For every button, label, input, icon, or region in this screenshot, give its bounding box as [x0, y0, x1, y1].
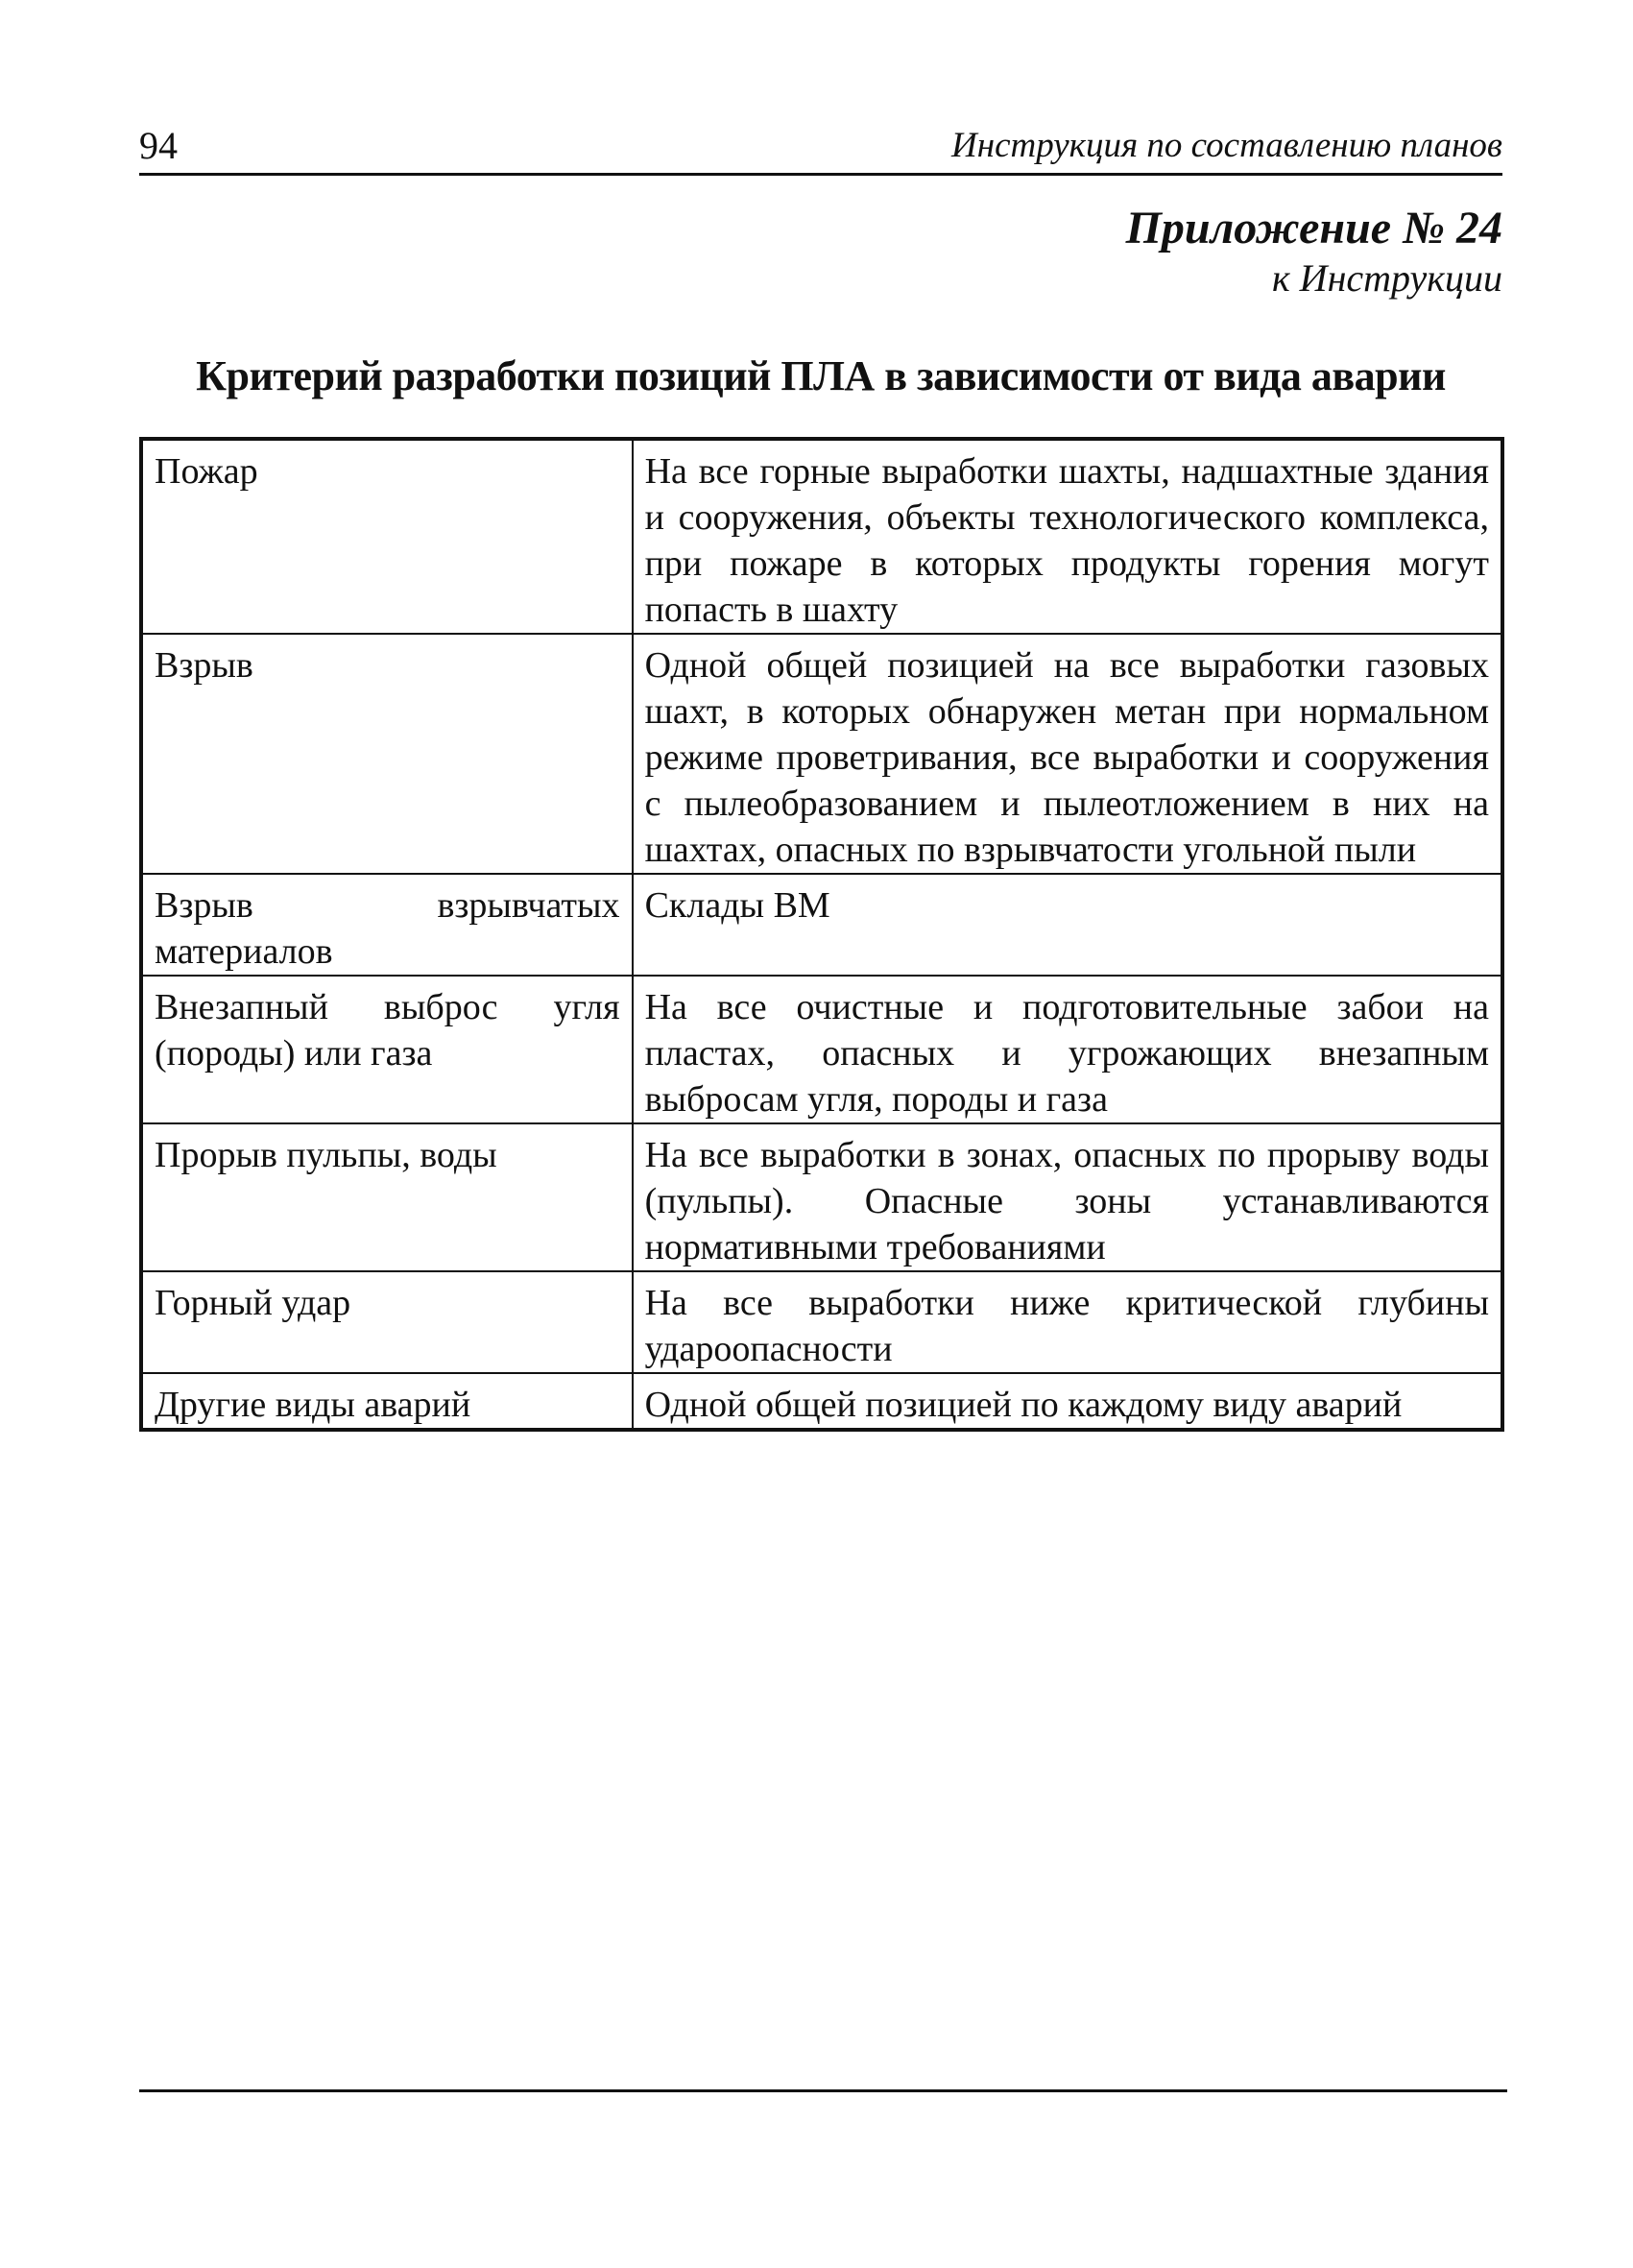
- accident-type-cell: Взрыв взрывчатых материалов: [141, 874, 633, 976]
- table-row: [141, 1373, 1502, 1430]
- header-rule: [139, 173, 1502, 176]
- criteria-table: [139, 437, 1504, 1432]
- accident-type-cell: Прорыв пульпы, воды: [141, 1123, 633, 1271]
- position-cell: Одной общей позицией на все выработки газовых шахт, в которых обнаружен метан при нормальном режиме проветривания, все выработки и сооружения с пылеобразованием и пылеотложением в них на шахтах, опасных по взрывчатости угольной пыли: [633, 634, 1502, 874]
- page-number: 94: [139, 124, 178, 167]
- accident-type-cell: Горный удар: [141, 1271, 633, 1373]
- document-title: Критерий разработки позиций ПЛА в зависимости от вида аварии: [196, 352, 1446, 399]
- footer-rule: [139, 2089, 1507, 2092]
- appendix-title: Приложение № 24: [1125, 203, 1502, 253]
- table-row: [141, 874, 1502, 976]
- accident-type-cell: Внезапный выброс угля (породы) или газа: [141, 976, 633, 1123]
- position-cell: Склады ВМ: [633, 874, 1502, 976]
- accident-type-cell: Другие виды аварий: [141, 1373, 633, 1430]
- position-cell: На все очистные и подготовительные забои на пластах, опасных и угрожающих внезапным выбросам угля, породы и газа: [633, 976, 1502, 1123]
- table-row: [141, 1123, 1502, 1271]
- table-row: [141, 634, 1502, 874]
- position-cell: Одной общей позицией по каждому виду аварий: [633, 1373, 1502, 1430]
- appendix-subtitle: к Инструкции: [1271, 256, 1502, 300]
- accident-type-cell: Пожар: [141, 439, 633, 634]
- position-cell: На все выработки ниже критической глубины удароопасности: [633, 1271, 1502, 1373]
- position-cell: На все выработки в зонах, опасных по прорыву воды (пульпы). Опасные зоны устанавливаются нормативными требованиями: [633, 1123, 1502, 1271]
- table-row: [141, 439, 1502, 634]
- running-title: Инструкция по составлению планов: [951, 126, 1502, 165]
- table-row: [141, 1271, 1502, 1373]
- table-row: [141, 976, 1502, 1123]
- position-cell: На все горные выработки шахты, надшахтные здания и сооружения, объекты технологического комплекса, при пожаре в которых продукты горения могут попасть в шахту: [633, 439, 1502, 634]
- accident-type-cell: Взрыв: [141, 634, 633, 874]
